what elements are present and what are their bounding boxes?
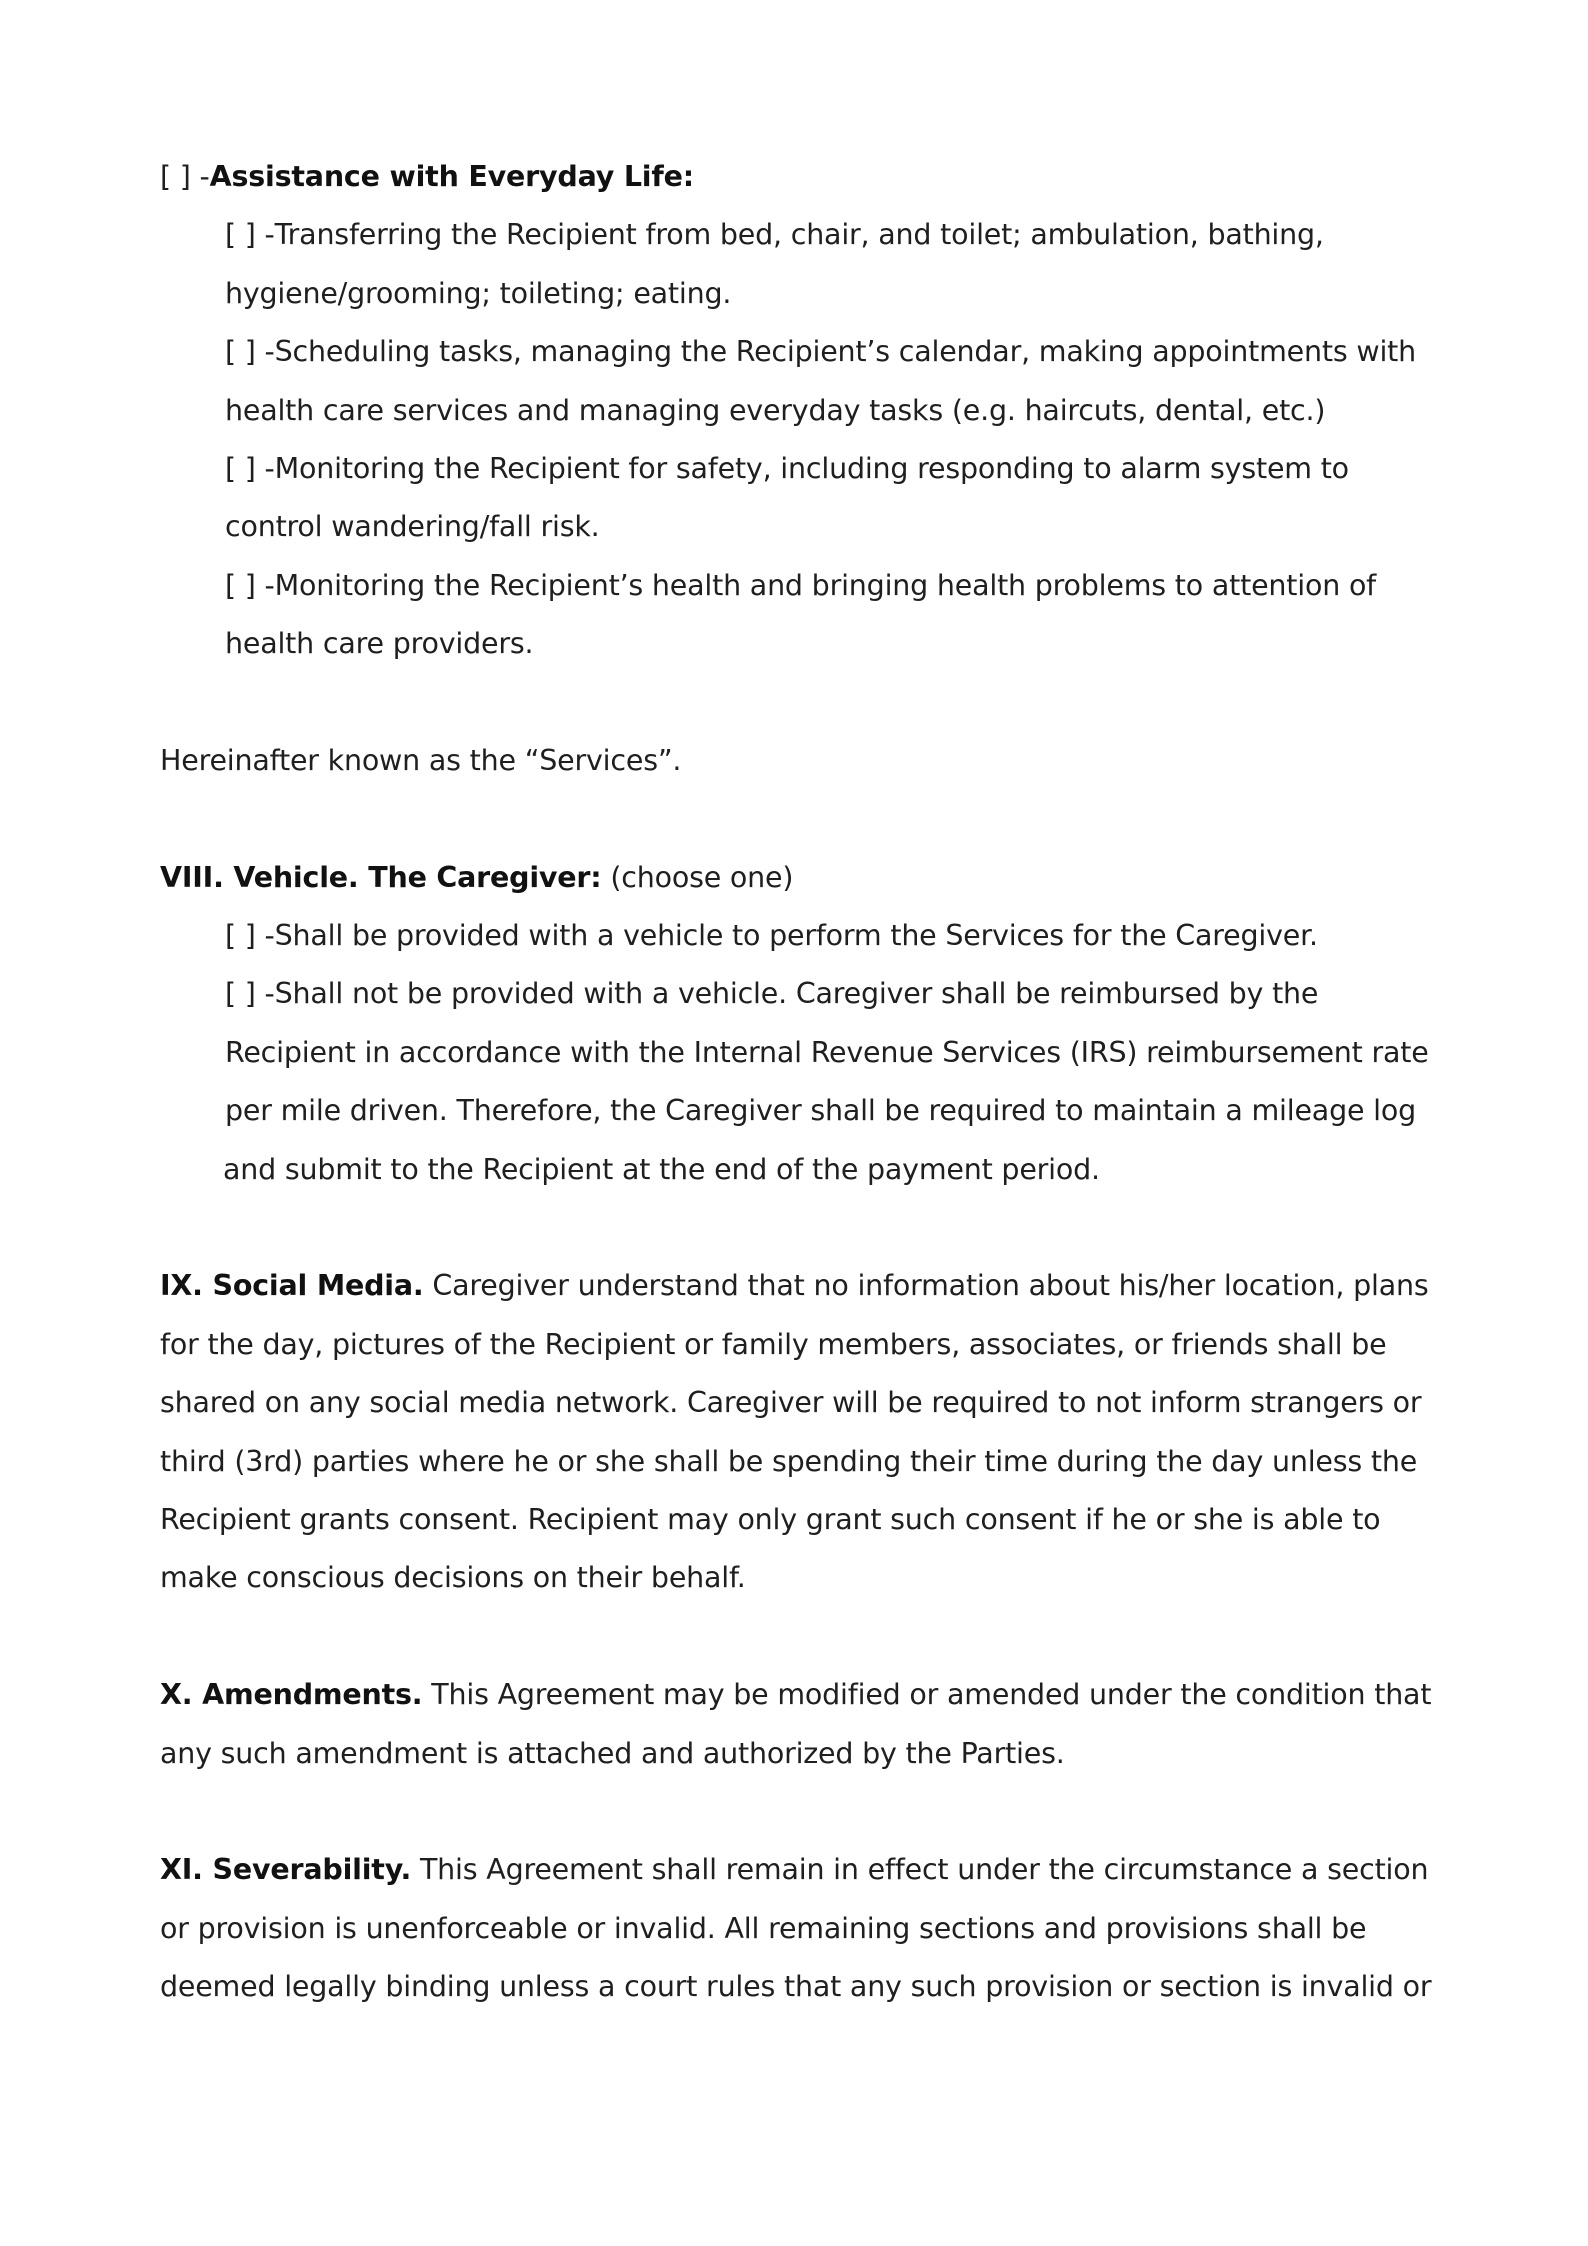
amendments-line-2: any such amendment is attached and authorized by the Parties. xyxy=(160,1736,1065,1770)
assistance-item-1-checkbox[interactable]: [ ] - xyxy=(225,218,275,252)
vehicle-option-1-text: Shall be provided with a vehicle to perform the Services for the Caregiver. xyxy=(274,919,1318,953)
vehicle-heading-line xyxy=(160,849,1460,907)
assistance-heading: Assistance with Everyday Life: xyxy=(209,160,694,193)
document-page xyxy=(160,148,1460,2017)
assistance-item-4-text: Monitoring the Recipient’s health and bringing health problems to attention of xyxy=(274,568,1377,602)
vehicle-option-1-line-1 xyxy=(160,907,1460,965)
vehicle-option-2-line-2: Recipient in accordance with the Internal Revenue Services (IRS) reimbursement rate xyxy=(225,1035,1429,1069)
vehicle-option-1-checkbox[interactable]: [ ] - xyxy=(225,919,275,953)
amendments-line-1 xyxy=(160,1666,1460,1724)
social-media-heading: IX. Social Media. xyxy=(160,1269,424,1303)
vehicle-option-2-checkbox[interactable]: [ ] - xyxy=(225,977,275,1011)
severability-line-3: deemed legally binding unless a court rules that any such provision or section is invalid or xyxy=(160,1970,1432,2004)
spacer xyxy=(160,674,1460,732)
vehicle-heading-note: (choose one) xyxy=(601,860,794,894)
severability-line-2: or provision is unenforceable or invalid. All remaining sections and provisions shall be xyxy=(160,1911,1367,1945)
assistance-item-2-checkbox[interactable]: [ ] - xyxy=(225,335,275,369)
vehicle-option-2-line-4: and submit to the Recipient at the end of the payment period. xyxy=(223,1152,1100,1186)
amendments-heading: X. Amendments. xyxy=(160,1678,423,1712)
vehicle-option-2-line-1 xyxy=(160,965,1460,1023)
severability-heading: XI. Severability. xyxy=(160,1853,412,1887)
assistance-item-3-text: Monitoring the Recipient for safety, including responding to alarm system to xyxy=(274,451,1349,485)
vehicle-option-2-text: Shall not be provided with a vehicle. Caregiver shall be reimbursed by the xyxy=(274,977,1319,1011)
social-media-line-6: make conscious decisions on their behalf. xyxy=(160,1561,746,1595)
assistance-item-3-line-2: control wandering/fall risk. xyxy=(225,510,600,544)
assistance-item-3-line-1 xyxy=(160,440,1460,498)
social-media-line-1 xyxy=(160,1257,1460,1315)
social-media-line-2: for the day, pictures of the Recipient or family members, associates, or friends shall be xyxy=(160,1327,1387,1361)
assistance-item-1-text: Transferring the Recipient from bed, chair, and toilet; ambulation, bathing, xyxy=(274,218,1324,252)
assistance-item-2-line-1 xyxy=(160,323,1460,381)
assistance-item-2-line-2: health care services and managing everyday tasks (e.g. haircuts, dental, etc.) xyxy=(225,393,1326,427)
spacer xyxy=(160,1199,1460,1257)
severability-text: This Agreement shall remain in effect under the circumstance a section xyxy=(411,1853,1429,1887)
social-media-line-4: third (3rd) parties where he or she shall be spending their time during the day unless the xyxy=(160,1444,1418,1478)
spacer xyxy=(160,1783,1460,1841)
social-media-text: Caregiver understand that no information about his/her location, plans xyxy=(423,1269,1429,1303)
assistance-checkbox[interactable]: [ ] - xyxy=(160,160,210,193)
assistance-item-3-checkbox[interactable]: [ ] - xyxy=(225,451,275,485)
spacer xyxy=(160,1608,1460,1666)
severability-line-1 xyxy=(160,1841,1460,1899)
spacer xyxy=(160,790,1460,848)
assistance-item-1-line-2: hygiene/grooming; toileting; eating. xyxy=(225,276,732,310)
amendments-text: This Agreement may be modified or amended under the condition that xyxy=(422,1678,1432,1712)
social-media-line-3: shared on any social media network. Caregiver will be required to not inform strangers or xyxy=(160,1386,1422,1420)
assistance-item-1-line-1 xyxy=(160,206,1460,264)
assistance-item-4-line-1 xyxy=(160,557,1460,615)
assistance-item-2-text: Scheduling tasks, managing the Recipient’s calendar, making appointments with xyxy=(274,335,1417,369)
vehicle-option-2-line-3: per mile driven. Therefore, the Caregiver shall be required to maintain a mileage log xyxy=(225,1094,1416,1128)
assistance-item-4-line-2: health care providers. xyxy=(225,627,534,661)
hereinafter-text: Hereinafter known as the “Services”. xyxy=(160,743,682,777)
vehicle-heading: VIII. Vehicle. The Caregiver: xyxy=(160,860,602,894)
social-media-line-5: Recipient grants consent. Recipient may only grant such consent if he or she is able to xyxy=(160,1502,1381,1536)
assistance-item-4-checkbox[interactable]: [ ] - xyxy=(225,568,275,602)
assistance-heading-line xyxy=(160,148,1460,206)
